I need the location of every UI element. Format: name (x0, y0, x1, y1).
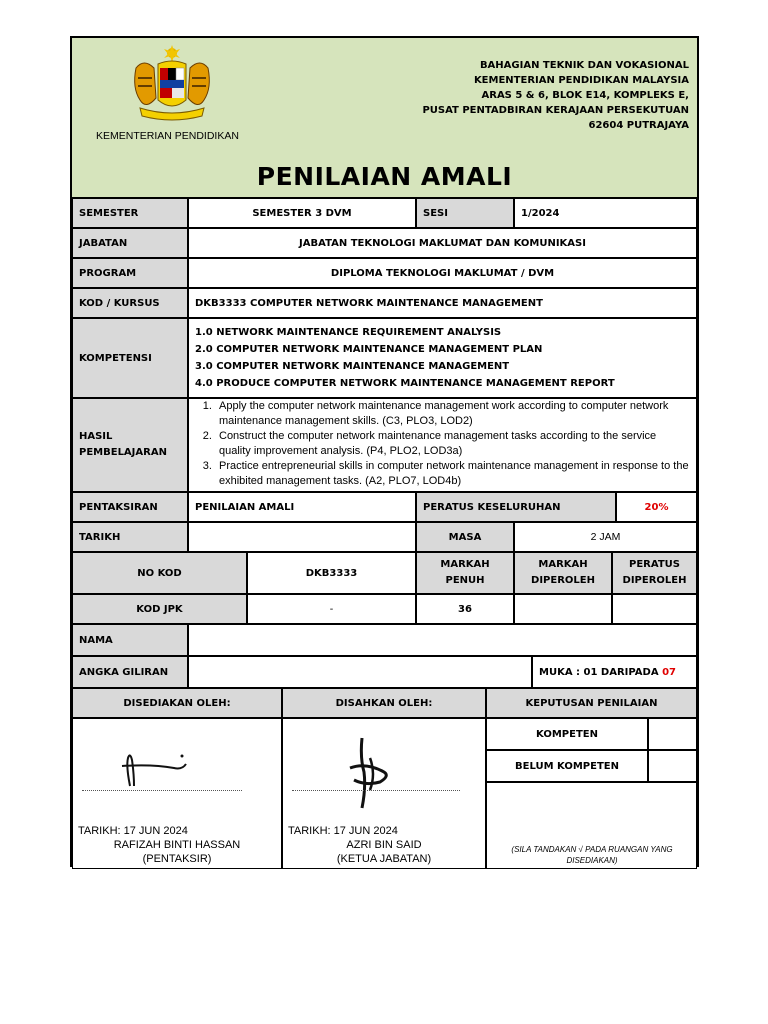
program-label: PROGRAM (72, 258, 188, 288)
kompetensi-list (188, 318, 697, 398)
kursus-value: DKB3333 COMPUTER NETWORK MAINTENANCE MANAGEMENT (188, 288, 697, 318)
kompeten-label: KOMPETEN (486, 718, 648, 750)
no-kod-value: DKB3333 (247, 552, 416, 594)
peratus-diperoleh-label: PERATUS DIPEROLEH (612, 552, 697, 594)
hasil-item: 2. Construct the computer network maintenance management tasks according to the service quality improvement analysis. (P4, PLO2, LOD3a) (215, 429, 690, 459)
pentaksiran-label: PENTAKSIRAN (72, 492, 188, 522)
pentaksir-signature-icon (112, 746, 202, 792)
kursus-label: KOD / KURSUS (72, 288, 188, 318)
kompetensi-item: 3.0 COMPUTER NETWORK MAINTENANCE MANAGEMENT (195, 361, 510, 372)
pentaksiran-value: PENILAIAN AMALI (188, 492, 416, 522)
sesi-label: SESI (416, 198, 514, 228)
kompetensi-item: 4.0 PRODUCE COMPUTER NETWORK MAINTENANCE MANAGEMENT REPORT (195, 378, 615, 389)
ministry-label: KEMENTERIAN PENDIDIKAN (96, 130, 239, 142)
hasil-label: HASIL PEMBELAJARAN (72, 398, 188, 492)
assessment-form (70, 36, 699, 867)
peratus-keseluruhan-label: PERATUS KESELURUHAN (416, 492, 616, 522)
kod-jpk-label: KOD JPK (72, 594, 247, 624)
coat-of-arms-icon (122, 44, 222, 128)
page-title: PENILAIAN AMALI (256, 162, 513, 191)
ketua-role: (KETUA JABATAN) (336, 853, 432, 865)
kompetensi-item: 1.0 NETWORK MAINTENANCE REQUIREMENT ANALYSIS (195, 327, 502, 338)
masa-value: 2 JAM (514, 522, 697, 552)
pentaksir-name: RAFIZAH BINTI HASSAN (113, 839, 241, 851)
belum-kompeten-label: BELUM KOMPETEN (486, 750, 648, 782)
markah-diperoleh-field[interactable] (514, 594, 612, 624)
masa-label: MASA (416, 522, 514, 552)
ministry-address: BAHAGIAN TEKNIK DAN VOKASIONAL KEMENTERIAN PENDIDIKAN MALAYSIA ARAS 5 & 6, BLOK E14, KOMPLEKS E, PUSAT PENTADBIRAN KERAJAAN PERSEKUTUAN 62604 PUTRAJAYA (422, 60, 689, 131)
ketua-name: AZRI BIN SAID (346, 839, 422, 851)
jabatan-label: JABATAN (72, 228, 188, 258)
nama-label: NAMA (72, 624, 188, 656)
pentaksir-sign-line (82, 790, 242, 791)
ketua-signature-icon (340, 728, 400, 812)
markah-penuh-label: MARKAH PENUH (416, 552, 514, 594)
angka-giliran-label: ANGKA GILIRAN (72, 656, 188, 688)
peratus-keseluruhan-value: 20% (616, 492, 697, 522)
form-header (72, 38, 697, 198)
no-kod-label: NO KOD (72, 552, 247, 594)
hasil-item: 1. Apply the computer network maintenance management work according to computer network maintenance management skills. (C3, PLO3, LOD2) (215, 399, 690, 429)
semester-value: SEMESTER 3 DVM (188, 198, 416, 228)
kompetensi-label: KOMPETENSI (72, 318, 188, 398)
kod-jpk-value: - (247, 594, 416, 624)
nama-field[interactable] (188, 624, 697, 656)
disahkan-label: DISAHKAN OLEH: (282, 688, 486, 718)
hasil-item: 3. Practice entrepreneurial skills in computer network maintenance management in response to the exhibited management tasks. (A2, PLO7, LOD4b) (215, 459, 690, 489)
pentaksir-date: TARIKH: 17 JUN 2024 (78, 825, 188, 837)
angka-giliran-field[interactable] (188, 656, 532, 688)
kompetensi-item: 2.0 COMPUTER NETWORK MAINTENANCE MANAGEMENT PLAN (195, 344, 543, 355)
belum-kompeten-checkbox[interactable] (648, 750, 697, 782)
kompeten-checkbox[interactable] (648, 718, 697, 750)
keputusan-label: KEPUTUSAN PENILAIAN (486, 688, 697, 718)
sesi-value: 1/2024 (514, 198, 697, 228)
pentaksir-role: (PENTAKSIR) (142, 853, 212, 865)
markah-diperoleh-label: MARKAH DIPEROLEH (514, 552, 612, 594)
tarikh-field[interactable] (188, 522, 416, 552)
tarikh-label: TARIKH (72, 522, 188, 552)
jabatan-value: JABATAN TEKNOLOGI MAKLUMAT DAN KOMUNIKASI (188, 228, 697, 258)
ketua-sign-line (292, 790, 460, 791)
page-counter: MUKA : 01 DARIPADA 07 (532, 656, 697, 688)
peratus-diperoleh-field[interactable] (612, 594, 697, 624)
keputusan-note: (SILA TANDAKAN √ PADA RUANGAN YANG DISEDIAKAN) (511, 845, 673, 865)
ketua-date: TARIKH: 17 JUN 2024 (288, 825, 398, 837)
semester-label: SEMESTER (72, 198, 188, 228)
program-value: DIPLOMA TEKNOLOGI MAKLUMAT / DVM (188, 258, 697, 288)
hasil-list (188, 398, 697, 492)
disediakan-label: DISEDIAKAN OLEH: (72, 688, 282, 718)
markah-penuh-value: 36 (416, 594, 514, 624)
